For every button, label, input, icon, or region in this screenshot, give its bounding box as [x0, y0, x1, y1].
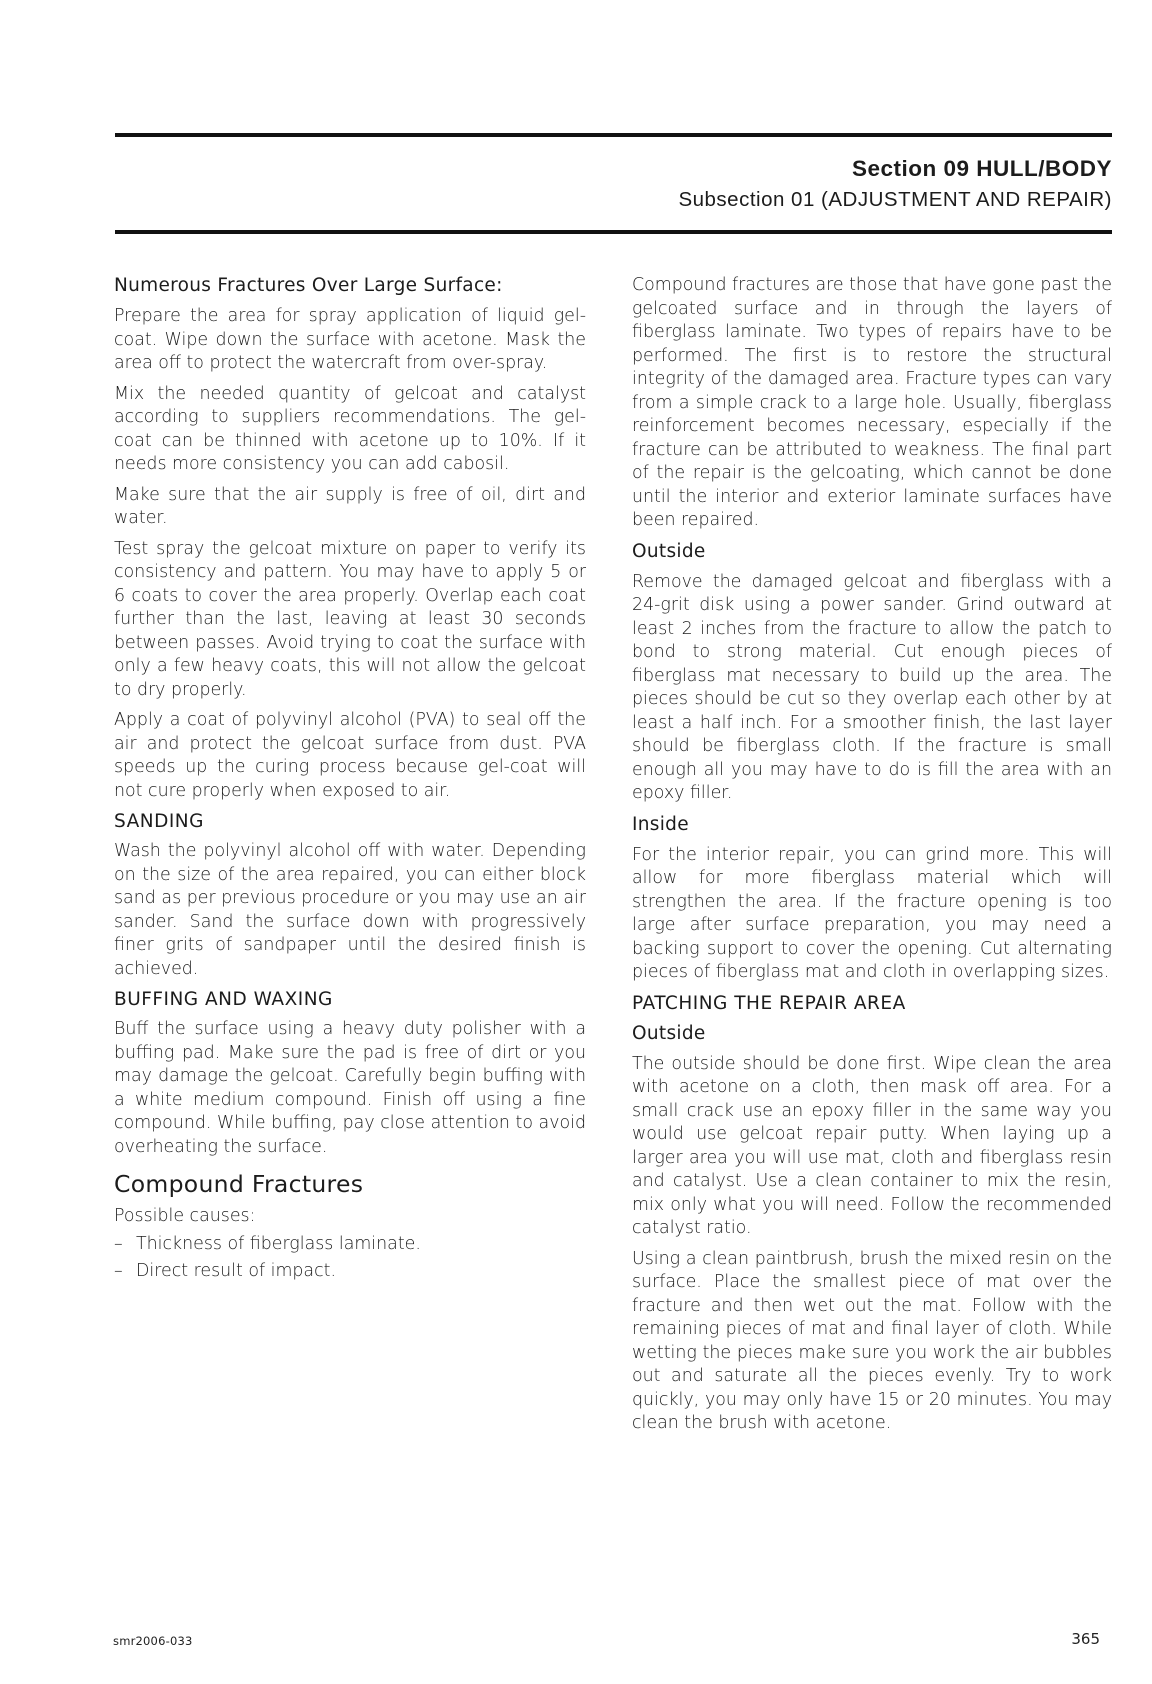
left-column — [114, 274, 586, 1285]
heading-numerous-fractures: Numerous Fractures Over Large Surface: — [114, 275, 503, 296]
paragraph: Apply a coat of polyvinyl alcohol (PVA) to seal off the air and protect the gelcoat surface from dust. PVA speeds up the curing process because gel-coat will not cure properly when exposed to air. — [114, 710, 586, 801]
list-item: – Thickness of fiberglass laminate. — [114, 1231, 586, 1258]
document-reference: smr2006-033 — [113, 1634, 193, 1648]
header-bottom-rule — [115, 230, 1112, 234]
right-column — [632, 274, 1112, 1443]
header-top-rule — [115, 133, 1112, 137]
heading-patching-repair-area: PATCHING THE REPAIR AREA — [632, 992, 906, 1014]
paragraph: Test spray the gelcoat mixture on paper to verify its consistency and pattern. You may have to apply 5 or 6 coats to cover the area properly. Overlap each coat further than the last, leaving at least 30 seconds between passes. Avoid trying to coat the surface with only a few heavy coats, this will not allow the gelcoat to dry properly. — [114, 538, 586, 700]
heading-buffing-waxing: BUFFING AND WAXING — [114, 989, 333, 1010]
paragraph: Wash the polyvinyl alcohol off with water. Depending on the size of the area repaired, you can either block sand as per previous procedure or you may use an air sander. Sand the surface down with progressively finer grits of sandpaper until the desired finish is achieved. — [114, 841, 586, 979]
paragraph: Using a clean paintbrush, brush the mixed resin on the surface. Place the smallest piece of mat over the fracture and then wet out the mat. Follow with the remaining pieces of mat and final layer of cloth. While wetting the pieces make sure you work the air bubbles out and saturate all the pieces evenly. Try to work quickly, you may only have 15 or 20 minutes. You may clean the brush with acetone. — [632, 1248, 1112, 1433]
paragraph: Mix the needed quantity of gelcoat and catalyst according to suppliers recommendations. The gel-coat can be thinned with acetone up to 10%. If it needs more consistency you can add cabosil. — [114, 383, 586, 474]
section-title: Section 09 HULL/BODY — [851, 156, 1112, 181]
paragraph: For the interior repair, you can grind more. This will allow for more fiberglass material which will strengthen the area. If the fracture opening is too large after surface preparation, you may need a backing support to cover the opening. Cut alternating pieces of fiberglass mat and cloth in overlapping sizes. — [632, 844, 1112, 982]
paragraph: Make sure that the air supply is free of oil, dirt and water. — [114, 484, 586, 528]
paragraph: The outside should be done first. Wipe clean the area with acetone on a cloth, then mask off area. For a small crack use an epoxy filler in the same way you would use gelcoat repair putty. When laying up a larger area you will use mat, cloth and fiberglass resin and catalyst. Use a clean container to mix the resin, mix only what you will need. Follow the recommended catalyst ratio. — [632, 1053, 1112, 1238]
paragraph: Compound fractures are those that have gone past the gelcoated surface and in through the layers of fiberglass laminate. Two types of repairs have to be performed. The first is to restore the structural integrity of the damaged area. Fracture types can vary from a simple crack to a large hole. Usually, fiberglass reinforcement becomes necessary, especially if the fracture can be attributed to weakness. The final part of the repair is the gelcoating, which cannot be done until the interior and exterior laminate surfaces have been repaired. — [632, 275, 1112, 530]
page-number: 365 — [1071, 1630, 1100, 1648]
heading-sanding: SANDING — [114, 811, 204, 832]
heading-compound-fractures: Compound Fractures — [114, 1170, 364, 1198]
subsection-title: Subsection 01 (ADJUSTMENT AND REPAIR) — [678, 188, 1112, 211]
heading-inside: Inside — [632, 813, 689, 835]
paragraph: Remove the damaged gelcoat and fiberglass with a 24-grit disk using a power sander. Grind outward at least 2 inches from the fracture to allow the patch to bond to strong material. Cut enough pieces of fiberglass mat necessary to build up the area. The pieces should be cut so they overlap each other by at least a half inch. For a smoother finish, the last layer should be fiberglass cloth. If the fracture is small enough all you may have to do is fill the area with an epoxy filler. — [632, 571, 1112, 803]
paragraph: Prepare the area for spray application of liquid gel-coat. Wipe down the surface with acetone. Mask the area off to protect the watercraft from over-spray. — [114, 306, 586, 373]
causes-list — [114, 1231, 586, 1285]
list-item: – Direct result of impact. — [114, 1258, 586, 1285]
heading-outside-patching: Outside — [632, 1022, 706, 1044]
paragraph: Buff the surface using a heavy duty polisher with a buffing pad. Make sure the pad is free of dirt or you may damage the gelcoat. Carefully begin buffing with a white medium compound. Finish off using a fine compound. While buffing, pay close attention to avoid overheating the surface. — [114, 1019, 586, 1157]
heading-outside: Outside — [632, 540, 706, 562]
paragraph: Possible causes: — [114, 1206, 256, 1226]
